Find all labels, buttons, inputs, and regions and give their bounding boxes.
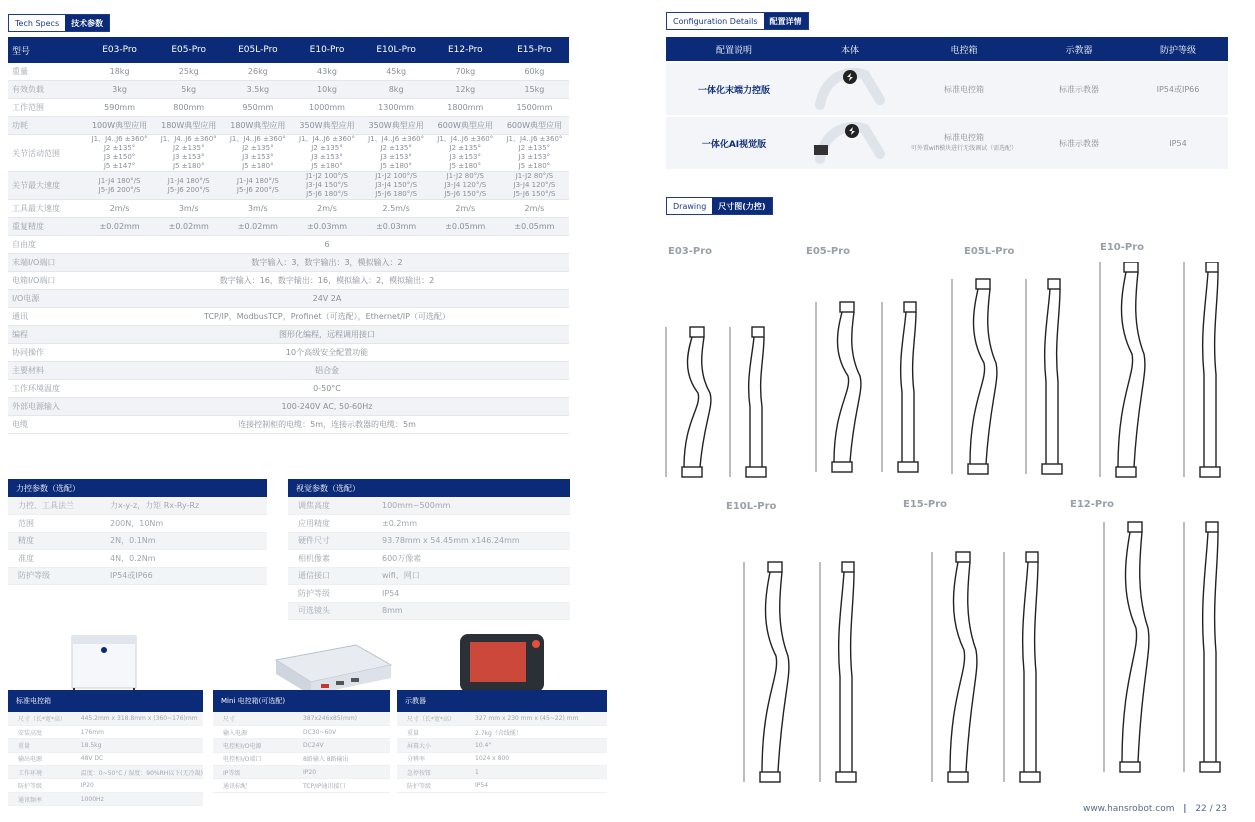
kv-row — [288, 515, 570, 533]
kv-value: 4N，0.2Nm — [110, 550, 267, 568]
config-tag — [666, 12, 809, 30]
spec-header-cell: E05L-Pro — [223, 37, 292, 63]
kv-value: 387x246x85(mm) — [295, 712, 390, 725]
kv-row — [8, 766, 203, 779]
force-panel — [8, 479, 267, 585]
spec-value: 180W典型应用 — [223, 117, 292, 135]
kv-row — [288, 602, 570, 620]
kv-row — [397, 766, 607, 779]
spec-value: 100W典型应用 — [85, 117, 154, 135]
kv-key: 尺寸（长*宽*高） — [8, 712, 73, 725]
spec-header-cell: E05-Pro — [154, 37, 223, 63]
kv-key: 电控柜I/O端口 — [213, 752, 295, 765]
drawings-row-1 — [650, 262, 1240, 497]
spec-value: 1300mm — [362, 99, 431, 117]
kv-value: 200N，10Nm — [110, 515, 267, 533]
kv-row — [213, 752, 390, 765]
cfg-header-cell: 示教器 — [1065, 45, 1093, 56]
kv-value: 93.78mm x 54.45mm x146.24mm — [382, 532, 570, 550]
spec-value: 5kg — [154, 81, 223, 99]
kv-value: 10.4" — [467, 739, 607, 752]
force-title: 力控参数（选配） — [8, 479, 267, 497]
kv-value: 176mm — [73, 725, 203, 738]
kv-value: ±0.2mm — [382, 515, 570, 533]
spec-row — [8, 63, 569, 81]
spec-label: 通讯 — [8, 308, 85, 326]
spec-value: ±0.02mm — [154, 218, 223, 236]
spec-label: 关节活动范围 — [8, 135, 85, 172]
spec-row — [8, 308, 569, 326]
spec-row — [8, 272, 569, 290]
kv-row — [8, 752, 203, 765]
spec-row — [8, 172, 569, 200]
spec-value: 600W典型应用 — [500, 117, 569, 135]
spec-value: 连接控制柜的电缆：5m，连接示教器的电缆：5m — [85, 416, 569, 434]
spec-value: J1、J4..J6 ±360° J2 ±135° J3 ±153° J5 ±180° — [154, 135, 223, 172]
cfg-box-sub: 可外置wifi模块进行无线调试（需选配） — [910, 145, 1018, 152]
kv-key: 重量 — [8, 739, 73, 752]
spec-value: J1、J4..J6 ±360° J2 ±135° J3 ±153° J5 ±180° — [362, 135, 431, 172]
kv-row — [288, 497, 570, 515]
spec-label: 自由度 — [8, 236, 85, 254]
spec-header-row — [8, 37, 569, 63]
kv-row — [397, 725, 607, 738]
kv-key: 防护等级 — [288, 585, 382, 603]
kv-value: DC30~60V — [295, 725, 390, 738]
kv-value: 2N，0.1Nm — [110, 532, 267, 550]
kv-row — [213, 779, 390, 792]
spec-value: J1-J4 180°/S J5-J6 200°/S — [154, 172, 223, 200]
kv-row — [397, 779, 607, 792]
cfg-header-cell: 电控箱 — [950, 45, 978, 56]
kv-value: IP54 — [382, 585, 570, 603]
kv-row — [288, 585, 570, 603]
spec-value: 1000mm — [292, 99, 361, 117]
spec-label: I/O电源 — [8, 290, 85, 308]
spec-value: ±0.03mm — [292, 218, 361, 236]
spec-label: 重复精度 — [8, 218, 85, 236]
drawing-label: E03-Pro — [668, 246, 713, 257]
spec-value: J1-J4 180°/S J5-J6 200°/S — [85, 172, 154, 200]
kv-key: 可选镜头 — [288, 602, 382, 620]
kv-value: 1024 x 800 — [467, 752, 607, 765]
spec-label: 编程 — [8, 326, 85, 344]
pendant-title: 示教器 — [397, 690, 607, 712]
spec-value: 45kg — [362, 63, 431, 81]
cfg-ip: IP54或IP66 — [1156, 84, 1200, 94]
spec-value: 350W典型应用 — [292, 117, 361, 135]
kv-key: 尺寸（长*宽*高） — [397, 712, 467, 725]
vision-panel — [288, 479, 570, 620]
spec-value: 1800mm — [431, 99, 500, 117]
spec-value: 12kg — [431, 81, 500, 99]
spec-row — [8, 218, 569, 236]
spec-value: 600W典型应用 — [431, 117, 500, 135]
kv-key: 安装高度 — [8, 725, 73, 738]
spec-value: 10个高级安全配置功能 — [85, 344, 569, 362]
kv-key: 应用精度 — [288, 515, 382, 533]
spec-value: 100-240V AC, 50-60Hz — [85, 398, 569, 416]
kv-value: 18.5kg — [73, 739, 203, 752]
spec-value: 350W典型应用 — [362, 117, 431, 135]
kv-key: 急停按钮 — [397, 766, 467, 779]
spec-label: 电缆 — [8, 416, 85, 434]
spec-label: 外部电源输入 — [8, 398, 85, 416]
spec-value: 2m/s — [500, 200, 569, 218]
pendant-panel — [397, 690, 607, 793]
config-row — [666, 63, 1228, 115]
kv-key: IP等级 — [213, 766, 295, 779]
kv-key: 防护等级 — [8, 779, 73, 792]
kv-value: wifi、网口 — [382, 567, 570, 585]
spec-row — [8, 326, 569, 344]
vision-table — [288, 497, 570, 620]
kv-row — [8, 550, 267, 568]
kv-row — [8, 532, 267, 550]
spec-value: 0-50°C — [85, 380, 569, 398]
kv-key: 力控、工具法兰 — [8, 497, 110, 515]
tag-cn: 技术参数 — [65, 15, 109, 31]
spec-value: 18kg — [85, 63, 154, 81]
vision-title: 视觉参数（选配） — [288, 479, 570, 497]
kv-row — [8, 515, 267, 533]
config-row — [666, 117, 1228, 169]
config-table — [666, 37, 1228, 169]
spec-value: 1500mm — [500, 99, 569, 117]
cfg-header-cell: 防护等级 — [1159, 45, 1196, 56]
kv-value: 1000Hz — [73, 792, 203, 805]
kv-key: 分辨率 — [397, 752, 467, 765]
spec-value: J1、J4..J6 ±360° J2 ±135° J3 ±153° J5 ±180° — [292, 135, 361, 172]
kv-value: DC24V — [295, 739, 390, 752]
footer-url[interactable]: www.hansrobot.com — [1082, 804, 1175, 814]
spec-value: 3kg — [85, 81, 154, 99]
kv-key: 硬件尺寸 — [288, 532, 382, 550]
spec-label: 重量 — [8, 63, 85, 81]
kv-row — [288, 567, 570, 585]
spec-value: 800mm — [154, 99, 223, 117]
spec-label: 末端I/O端口 — [8, 254, 85, 272]
spec-value: ±0.02mm — [85, 218, 154, 236]
spec-value: J1-J2 100°/S J3-J4 150°/S J5-J6 180°/S — [292, 172, 361, 200]
spec-value: 数字输入：3，数字输出：3，模拟输入：2 — [85, 254, 569, 272]
spec-label: 工作范围 — [8, 99, 85, 117]
spec-value: J1-J2 80°/S J3-J4 120°/S J5-J6 150°/S — [431, 172, 500, 200]
force-table — [8, 497, 267, 585]
spec-row — [8, 254, 569, 272]
drawing-label: E10L-Pro — [726, 501, 777, 512]
robot-arm-image — [802, 119, 898, 167]
spec-value: 70kg — [431, 63, 500, 81]
spec-value: 3m/s — [154, 200, 223, 218]
spec-header-cell: E03-Pro — [85, 37, 154, 63]
spec-header-cell: E12-Pro — [431, 37, 500, 63]
cfg-name: 一体化AI视觉版 — [701, 139, 767, 150]
kv-value: 445.2mm x 318.8mm x (360~176)mm — [73, 712, 203, 725]
spec-value: 590mm — [85, 99, 154, 117]
cfg-header-cell: 配置说明 — [715, 45, 752, 56]
cfg-pendant: 标准示教器 — [1059, 84, 1099, 94]
mini-box-panel — [213, 690, 390, 793]
cfg-box: 标准电控箱 — [944, 133, 984, 142]
tag-en: Tech Specs — [9, 15, 65, 31]
spec-row — [8, 81, 569, 99]
spec-label: 有效负载 — [8, 81, 85, 99]
spec-header-cell: E15-Pro — [500, 37, 569, 63]
cfg-name: 一体化末端力控版 — [697, 85, 770, 96]
spec-value: J1-J2 100°/S J3-J4 150°/S J5-J6 180°/S — [362, 172, 431, 200]
spec-header-cell: E10L-Pro — [362, 37, 431, 63]
spec-value: J1-J2 80°/S J3-J4 120°/S J5-J6 150°/S — [500, 172, 569, 200]
kv-key: 准度 — [8, 550, 110, 568]
tag-en: Configuration Details — [667, 13, 764, 29]
drawing-label: E15-Pro — [903, 499, 948, 510]
cfg-pendant: 标准示教器 — [1059, 138, 1099, 148]
robot-arm-image — [802, 65, 898, 113]
spec-value: 950mm — [223, 99, 292, 117]
kv-value: 100mm~500mm — [382, 497, 570, 515]
kv-row — [8, 497, 267, 515]
kv-value: 8路输入 8路输出 — [295, 752, 390, 765]
kv-value: TCP/IP通讯接口 — [295, 779, 390, 792]
kv-row — [213, 739, 390, 752]
spec-table — [8, 37, 569, 434]
spec-row — [8, 99, 569, 117]
kv-row — [8, 779, 203, 792]
spec-value: 8kg — [362, 81, 431, 99]
spec-value: ±0.03mm — [362, 218, 431, 236]
kv-key: 防护等级 — [397, 779, 467, 792]
kv-row — [8, 712, 203, 725]
kv-key: 重量 — [397, 725, 467, 738]
kv-row — [8, 739, 203, 752]
spec-row — [8, 135, 569, 172]
spec-value: 10kg — [292, 81, 361, 99]
kv-key: 调焦高度 — [288, 497, 382, 515]
kv-row — [213, 725, 390, 738]
spec-value: 180W典型应用 — [154, 117, 223, 135]
spec-value: 图形化编程，远程调用接口 — [85, 326, 569, 344]
kv-value: 8mm — [382, 602, 570, 620]
spec-value: 3m/s — [223, 200, 292, 218]
spec-value: 2m/s — [85, 200, 154, 218]
tag-cn: 尺寸图(力控) — [712, 198, 771, 214]
kv-row — [8, 725, 203, 738]
spec-header-cell: 型号 — [8, 37, 85, 63]
spec-label: 关节最大速度 — [8, 172, 85, 200]
standard-control-box-image — [64, 628, 144, 698]
kv-value: IP54 — [467, 779, 607, 792]
spec-value: 2m/s — [292, 200, 361, 218]
kv-key: 输入电源 — [213, 725, 295, 738]
tag-en: Drawing — [667, 198, 712, 214]
kv-value: IP20 — [295, 766, 390, 779]
spec-value: J1、J4..J6 ±360° J2 ±135° J3 ±150° J5 ±147° — [85, 135, 154, 172]
cfg-box-cell — [898, 132, 1030, 154]
std-box-table — [8, 712, 203, 806]
kv-value: 2.7kg（含线缆） — [467, 725, 607, 738]
drawing-label: E10-Pro — [1100, 242, 1145, 253]
spec-value: 60kg — [500, 63, 569, 81]
spec-row — [8, 380, 569, 398]
teach-pendant-image — [456, 630, 548, 696]
drawing-label: E12-Pro — [1070, 499, 1115, 510]
spec-row — [8, 416, 569, 434]
kv-row — [397, 712, 607, 725]
kv-value: IP20 — [73, 779, 203, 792]
spec-value: J1、J4..J6 ±360° J2 ±135° J3 ±153° J5 ±180° — [223, 135, 292, 172]
spec-value: 26kg — [223, 63, 292, 81]
footer: www.hansrobot.com | 22 / 23 — [1082, 804, 1227, 814]
tech-specs-tag — [8, 14, 110, 32]
spec-value: 2.5m/s — [362, 200, 431, 218]
kv-key: 防护等级 — [8, 567, 110, 585]
kv-key: 屏幕大小 — [397, 739, 467, 752]
cfg-box: 标准电控箱 — [944, 84, 984, 94]
kv-row — [288, 532, 570, 550]
kv-value: 600万像素 — [382, 550, 570, 568]
drawings-row-2 — [710, 512, 1250, 797]
kv-key: 范围 — [8, 515, 110, 533]
spec-value: 15kg — [500, 81, 569, 99]
spec-value: 3.5kg — [223, 81, 292, 99]
std-box-title: 标准电控箱 — [8, 690, 203, 712]
pendant-table — [397, 712, 607, 793]
kv-key: 尺寸 — [213, 712, 295, 725]
spec-row — [8, 362, 569, 380]
tag-cn: 配置详情 — [764, 13, 808, 29]
kv-key: 工作环境 — [8, 766, 73, 779]
spec-value: ±0.02mm — [223, 218, 292, 236]
kv-row — [288, 550, 570, 568]
kv-value: 327 mm x 230 mm x (45~22) mm — [467, 712, 607, 725]
kv-row — [213, 766, 390, 779]
kv-value: 力x-y-z，力矩 Rx-Ry-Rz — [110, 497, 267, 515]
kv-key: 电控柜I/O电源 — [213, 739, 295, 752]
kv-row — [213, 712, 390, 725]
spec-value: 24V 2A — [85, 290, 569, 308]
kv-row — [397, 752, 607, 765]
kv-value: 1 — [467, 766, 607, 779]
mini-box-title: Mini 电控箱(可选配) — [213, 690, 390, 712]
kv-row — [397, 739, 607, 752]
spec-value: J1-J4 180°/S J5-J6 200°/S — [223, 172, 292, 200]
kv-key: 输出电源 — [8, 752, 73, 765]
spec-value: 43kg — [292, 63, 361, 81]
spec-label: 功耗 — [8, 117, 85, 135]
spec-value: 铝合金 — [85, 362, 569, 380]
spec-row — [8, 344, 569, 362]
mini-box-table — [213, 712, 390, 793]
spec-value: 25kg — [154, 63, 223, 81]
kv-key: 通信接口 — [288, 567, 382, 585]
spec-label: 电箱I/O端口 — [8, 272, 85, 290]
kv-row — [8, 567, 267, 585]
kv-value: 温度：0~50°C / 湿度：90%RH以下(无冷凝) — [73, 766, 203, 779]
cfg-header-cell: 本体 — [840, 45, 859, 56]
kv-row — [8, 792, 203, 805]
kv-value: IP54或IP66 — [110, 567, 267, 585]
page-number: 22 / 23 — [1195, 804, 1227, 814]
config-header — [666, 37, 1228, 61]
spec-row — [8, 236, 569, 254]
spec-label: 主要材料 — [8, 362, 85, 380]
spec-row — [8, 398, 569, 416]
kv-value: 48V DC — [73, 752, 203, 765]
spec-value: J1、J4..J6 ±360° J2 ±135° J3 ±153° J5 ±180° — [431, 135, 500, 172]
spec-value: ±0.05mm — [431, 218, 500, 236]
spec-row — [8, 200, 569, 218]
spec-label: 工作环境温度 — [8, 380, 85, 398]
spec-row — [8, 290, 569, 308]
kv-key: 相机像素 — [288, 550, 382, 568]
kv-key: 通讯频率 — [8, 792, 73, 805]
drawing-label: E05L-Pro — [964, 246, 1015, 257]
spec-label: 工具最大速度 — [8, 200, 85, 218]
drawing-label: E05-Pro — [806, 246, 851, 257]
spec-value: 2m/s — [431, 200, 500, 218]
std-box-panel — [8, 690, 203, 806]
cfg-ip: IP54 — [1169, 138, 1187, 148]
spec-label: 协同操作 — [8, 344, 85, 362]
kv-key: 精度 — [8, 532, 110, 550]
spec-value: TCP/IP，ModbusTCP，Profinet（可选配），Ethernet/IP（可选配） — [85, 308, 569, 326]
kv-key: 通讯标配 — [213, 779, 295, 792]
spec-header-cell: E10-Pro — [292, 37, 361, 63]
spec-value: 6 — [85, 236, 569, 254]
spec-value: 数字输入：16，数字输出：16，模拟输入：2，模拟输出：2 — [85, 272, 569, 290]
spec-value: ±0.05mm — [500, 218, 569, 236]
drawing-tag — [666, 197, 773, 215]
spec-value: J1、J4..J6 ±360° J2 ±135° J3 ±153° J5 ±180° — [500, 135, 569, 172]
spec-row — [8, 117, 569, 135]
